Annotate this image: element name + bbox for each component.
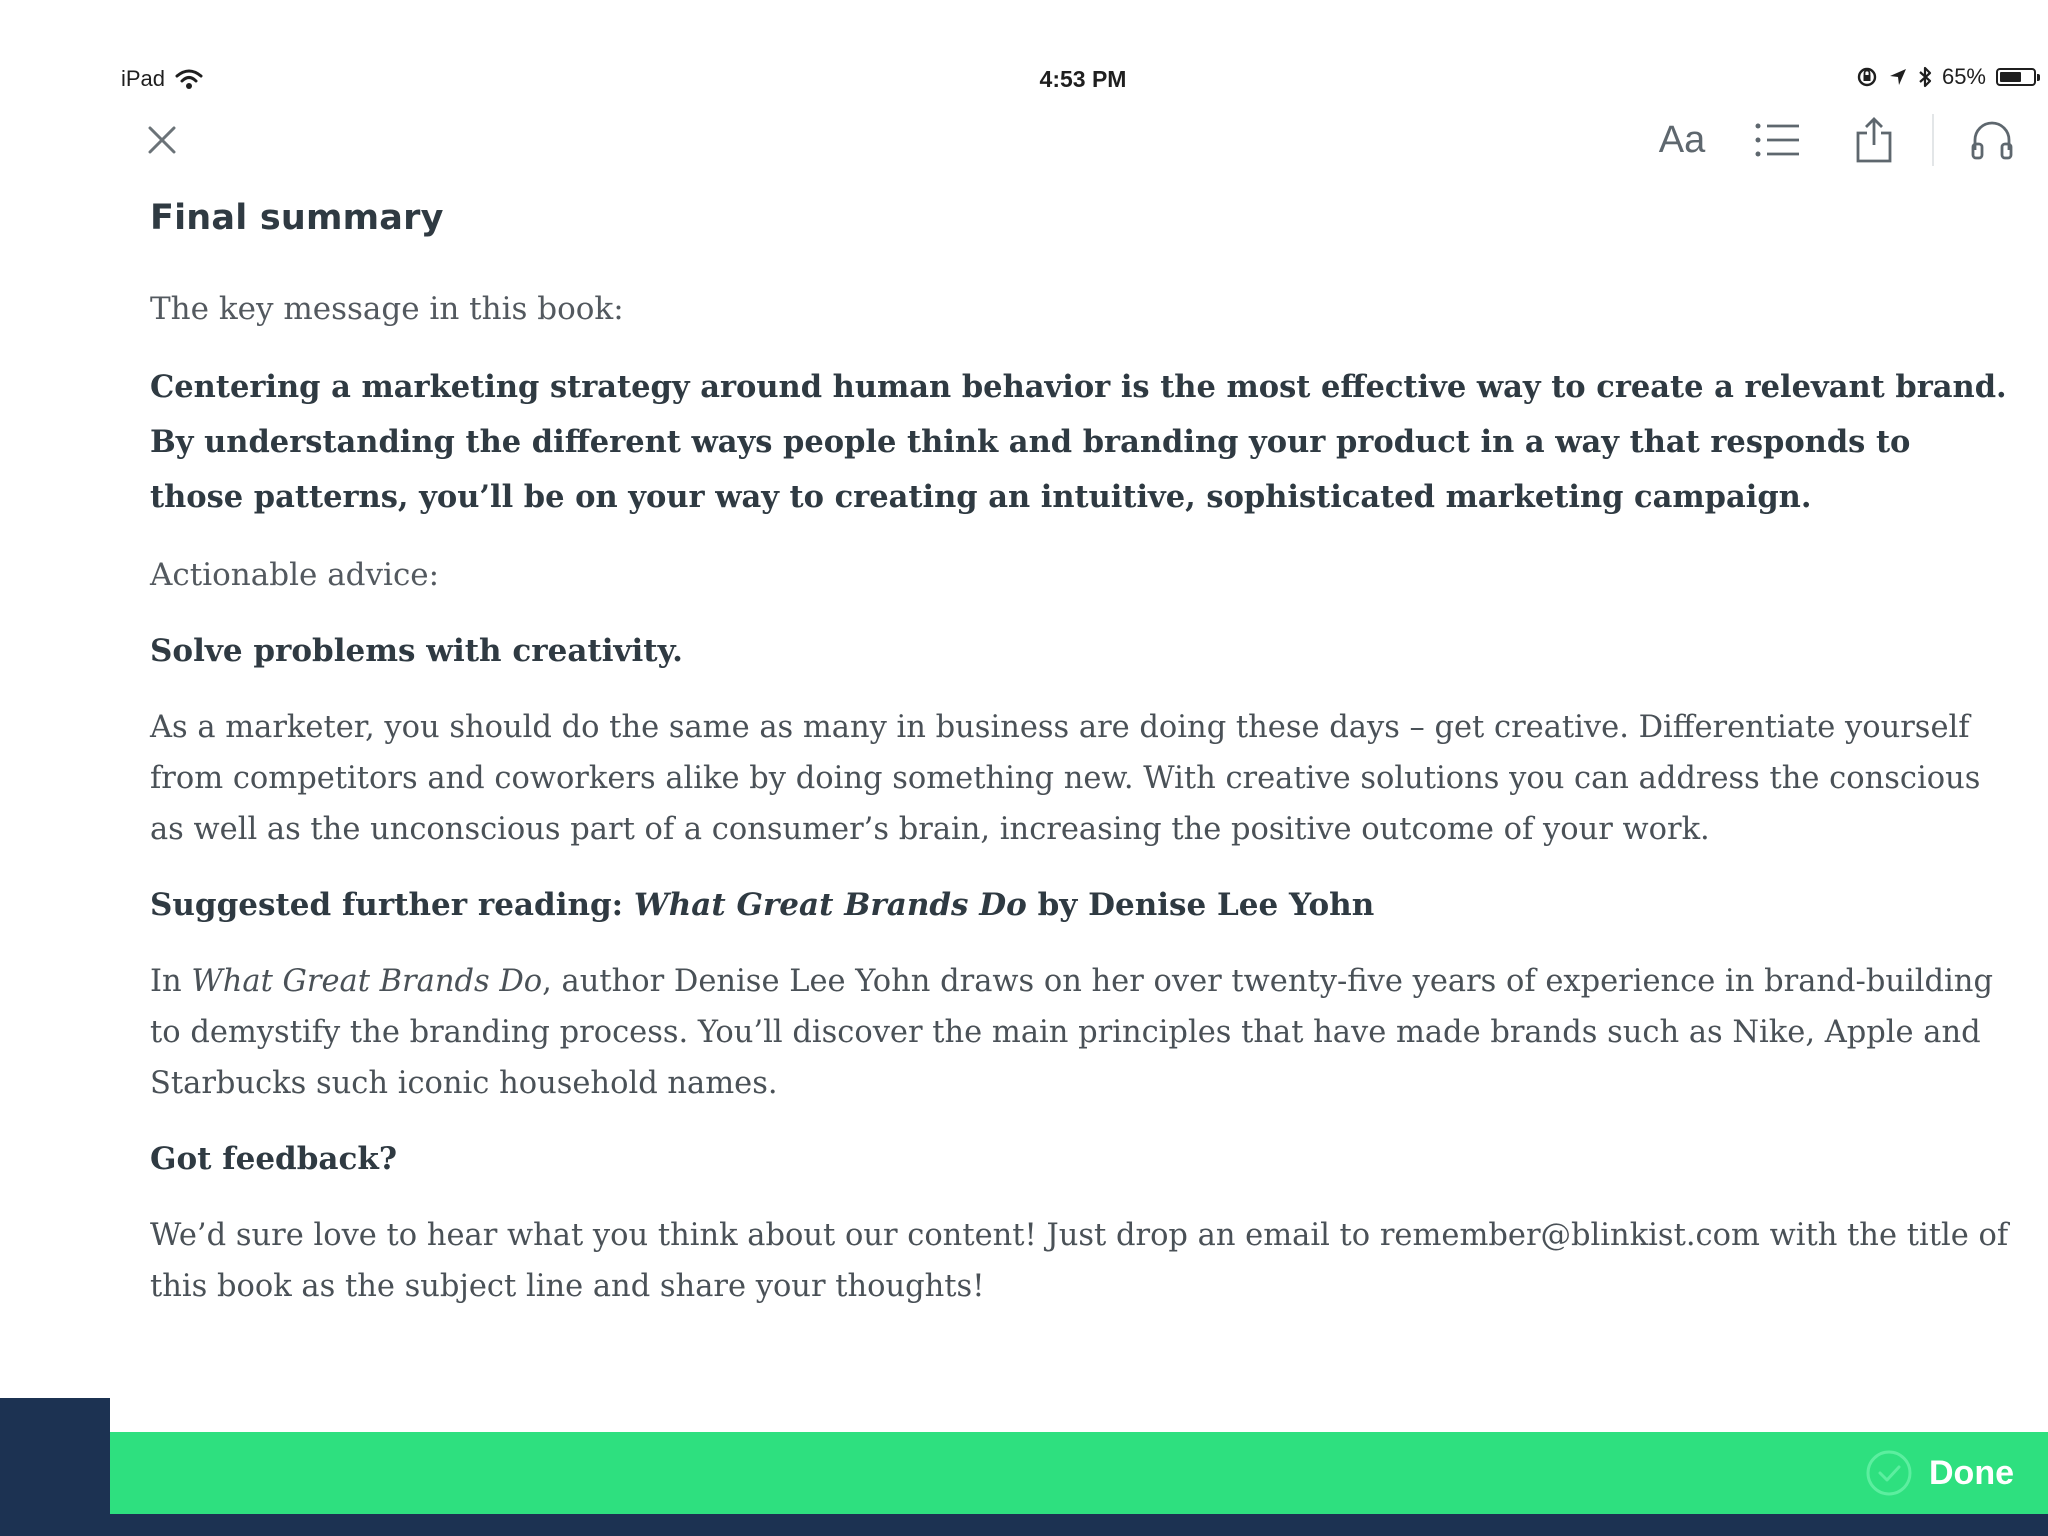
list-icon — [1755, 122, 1801, 158]
reading-body-title: What Great Brands Do — [191, 964, 543, 999]
font-settings-button[interactable]: Aa — [1658, 118, 1706, 161]
share-icon — [1855, 117, 1893, 163]
table-of-contents-button[interactable] — [1750, 112, 1806, 168]
feedback-body: We’d sure love to hear what you think about our content! Just drop an email to remember@blinkist.com with the title of this book as the subject line and share your thoughts! — [150, 1218, 2009, 1304]
headphones-icon — [1970, 120, 2014, 160]
reader-toolbar — [1614, 112, 2020, 168]
done-button[interactable] — [1865, 1449, 2014, 1497]
status-bar — [0, 0, 2048, 92]
advice-body: As a marketer, you should do the same as many in business are doing these days – get creative. Differentiate yourself from competitors and coworkers alike by doing something new. With creative solutions you can address the conscious as well as the unconscious part of a consumer’s brain, increasing the positive outcome of your work. — [150, 710, 1981, 847]
device-name: iPad — [121, 66, 166, 91]
further-reading-title — [150, 880, 2010, 931]
close-x-icon — [147, 125, 177, 155]
key-message-label: The key message in this book: — [150, 291, 624, 327]
audio-button[interactable] — [1964, 112, 2020, 168]
battery-level — [2000, 72, 2021, 82]
further-reading-prefix: Suggested further reading: — [150, 887, 634, 923]
further-reading-book: What Great Brands Do — [633, 887, 1027, 923]
check-circle-icon — [1865, 1449, 1913, 1497]
share-button[interactable] — [1846, 112, 1902, 168]
further-reading-author: by Denise Lee Yohn — [1026, 887, 1375, 923]
battery-percent: 65% — [1941, 64, 1986, 89]
bottom-edge — [0, 1514, 2048, 1536]
orientation-lock-icon — [1856, 66, 1878, 88]
battery-icon — [1996, 68, 2036, 86]
toolbar-divider — [1932, 114, 1934, 166]
summary-content — [150, 198, 2010, 1337]
reading-body-after: , author Denise Lee Yohn draws on her over twenty-five years of experience in brand-building to demystify the branding process. You’ll discover the main principles that have made brands such as Nike, Apple and Starbucks such iconic household names. — [150, 964, 1993, 1101]
location-icon — [1888, 67, 1908, 87]
bluetooth-icon — [1918, 66, 1932, 88]
page-title: Final summary — [150, 198, 444, 238]
done-bar — [110, 1432, 2048, 1514]
done-label: Done — [1929, 1453, 2014, 1492]
reading-body-before: In — [150, 964, 192, 999]
key-message: Centering a marketing strategy around human behavior is the most effective way to create a relevant brand. By understanding the different ways people think and branding your product in a way that responds to those patterns, you’ll be on your way to creating an intuitive, sophisticated marketing campaign. — [150, 369, 2007, 515]
feedback-title: Got feedback? — [150, 1141, 398, 1177]
advice-title: Solve problems with creativity. — [150, 633, 683, 669]
status-bar-right — [1856, 64, 2036, 90]
close-button[interactable] — [140, 118, 184, 162]
further-reading-body — [150, 956, 2010, 1109]
status-time: 4:53 PM — [1039, 66, 1127, 92]
advice-label: Actionable advice: — [150, 557, 440, 593]
